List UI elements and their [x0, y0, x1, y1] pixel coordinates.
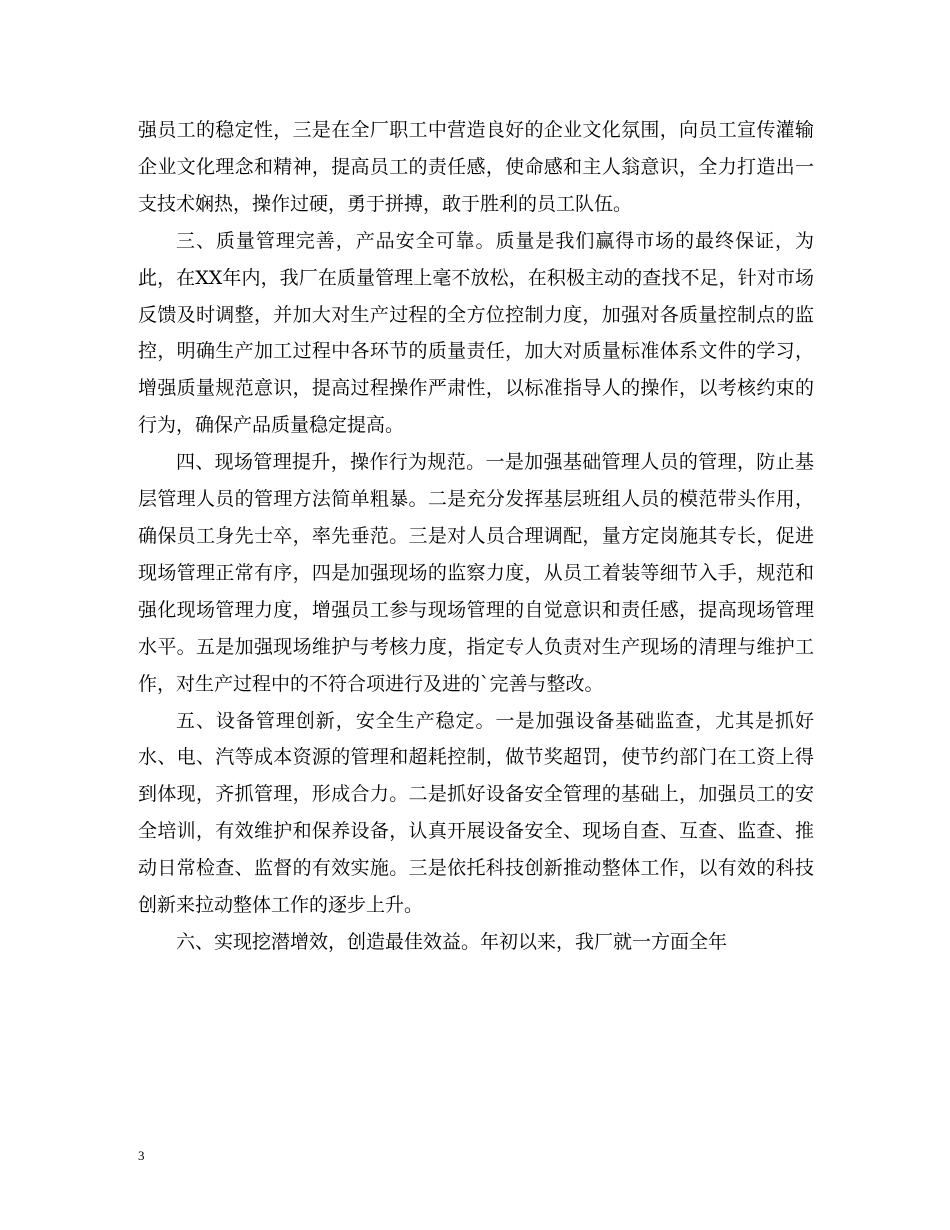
paragraph-site-management: 四、现场管理提升，操作行为规范。一是加强基础管理人员的管理，防止基层管理人员的管理方法简单粗暴。二是充分发挥基层班组人员的模范带头作用，确保员工身先士卒，率先垂范。三是对人员合理调配，量方定岗施其专长，促进现场管理正常有序，四是加强现场的监察力度，从员工着装等细节入手，规范和强化现场管理力度，增强员工参与现场管理的自觉意识和责任感，提高现场管理水平。五是加强现场维护与考核力度，指定专人负责对生产现场的清理与维护工作，对生产过程中的不符合项进行及进的`完善与整改。 — [138, 451, 814, 695]
paragraph-continued-staff-culture: 强员工的稳定性，三是在全厂职工中营造良好的企业文化氛围，向员工宣传灌输企业文化理念和精神，提高员工的责任感，使命感和主人翁意识，全力打造出一支技术娴热，操作过硬，勇于拼搏，敢于胜利的员工队伍。 — [138, 119, 814, 215]
paragraph-equipment-management: 五、设备管理创新，安全生产稳定。一是加强设备基础监查，尤其是抓好水、电、汽等成本资源的管理和超耗控制，做节奖超罚，使节约部门在工资上得到体现，齐抓管理，形成合力。二是抓好设备安全管理的基础上，加强员工的安全培训，有效维护和保养设备，认真开展设备安全、现场自查、互查、监查、推动日常检查、监督的有效实施。三是依托科技创新推动整体工作，以有效的科技创新来拉动整体工作的逐步上升。 — [138, 709, 814, 917]
paragraph-efficiency-gains: 六、实现挖潜增效，创造最佳效益。年初以来，我厂就一方面全年 — [176, 930, 728, 953]
paragraph-quality-management: 三、质量管理完善，产品安全可靠。质量是我们赢得市场的最终保证，为此，在XX年内，我厂在质量管理上毫不放松，在积极主动的查找不足，针对市场反馈及时调整，并加大对生产过程的全方位控制力度，加强对各质量控制点的监控，明确生产加工过程中各环节的质量责任，加大对质量标准体系文件的学习，增强质量规范意识，提高过程操作严肃性，以标准指导人的操作，以考核约束的行为，确保产品质量稳定提高。 — [138, 229, 814, 437]
page-number: 3 — [138, 1148, 145, 1163]
document-body — [138, 112, 814, 961]
